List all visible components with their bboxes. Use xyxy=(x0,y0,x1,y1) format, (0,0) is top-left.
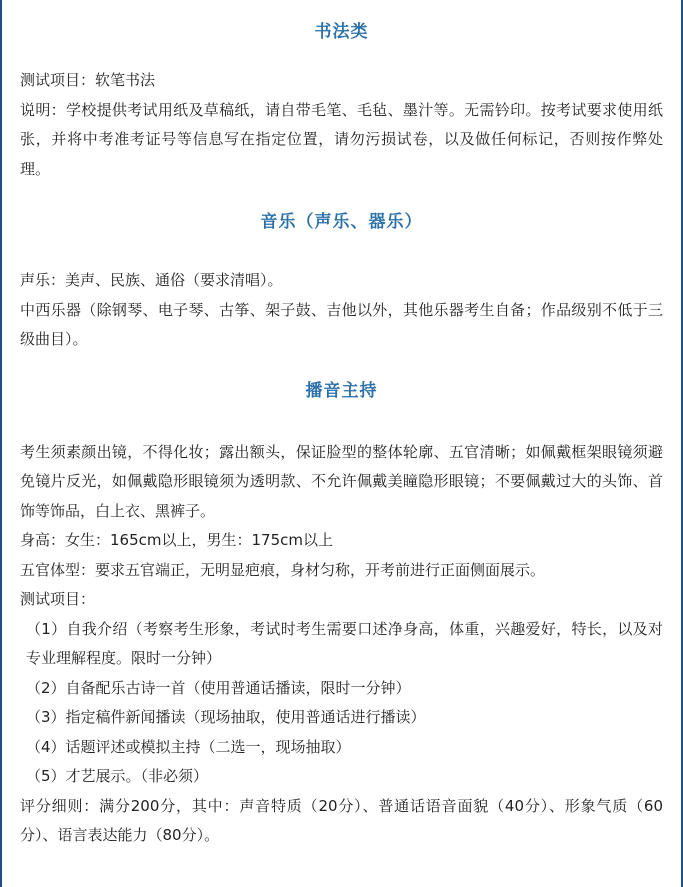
broadcasting-test-items-label: 测试项目： xyxy=(20,590,96,608)
section-title-calligraphy: 书法类 xyxy=(314,22,369,42)
broadcasting-item-4: （4）话题评述或模拟主持（二选一，现场抽取） xyxy=(26,737,351,756)
broadcasting-item-3: （3）指定稿件新闻播读（现场抽取，使用普通话进行播读） xyxy=(26,708,426,726)
calligraphy-description: 说明：学校提供考试用纸及草稿纸，请自带毛笔、毛毡、墨汁等。无需钤印。按考试要求使用纸张，并将中考准考证号等信息写在指定位置，请勿污损试卷，以及做任何标记，否则按作弊处理。 xyxy=(20,100,663,178)
broadcasting-item-1: （1）自我介绍（考察考生形象，考试时考生需要口述净身高，体重，兴趣爱好，特长，以及对专业理解程度。限时一分钟） xyxy=(26,619,663,667)
music-instruments: 中西乐器（除钢琴、电子琴、古筝、架子鼓、吉他以外，其他乐器考生自备；作品级别不低于三级曲目）。 xyxy=(20,300,663,348)
broadcasting-height: 身高：女生：165cm以上，男生：175cm以上 xyxy=(20,531,333,549)
calligraphy-test-item: 测试项目：软笔书法 xyxy=(20,71,156,89)
broadcasting-features: 五官体型：要求五官端正，无明显疤痕，身材匀称，开考前进行正面侧面展示。 xyxy=(20,560,546,579)
broadcasting-appearance: 考生须素颜出镜，不得化妆；露出额头，保证脸型的整体轮廓、五官清晰；如佩戴框架眼镜须避免镜片反光，如佩戴隐形眼镜须为透明款、不允许佩戴美瞳隐形眼镜；不要佩戴过大的头饰、首饰等饰品，白上衣、黑裤子。 xyxy=(20,442,663,520)
section-title-music: 音乐（声乐、器乐） xyxy=(260,212,423,232)
music-vocal: 声乐：美声、民族、通俗（要求清唱）。 xyxy=(20,271,283,289)
section-title-broadcasting: 播音主持 xyxy=(305,380,378,401)
broadcasting-item-5: （5）才艺展示。（非必须） xyxy=(26,767,209,785)
broadcasting-item-2: （2）自备配乐古诗一首（使用普通话播读，限时一分钟） xyxy=(26,678,411,697)
broadcasting-scoring: 评分细则：满分200分，其中：声音特质（20分）、普通话语音面貌（40分）、形象气质（60分）、语言表达能力（80分）。 xyxy=(20,796,663,844)
